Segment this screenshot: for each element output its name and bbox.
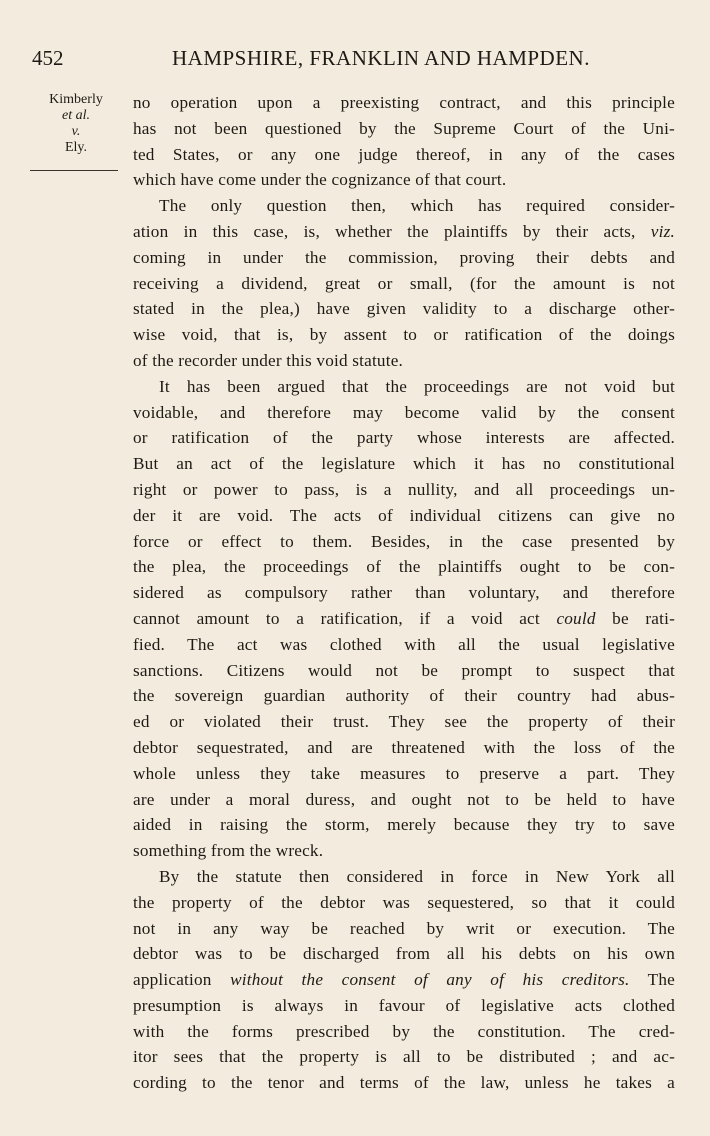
text-line: stated in the plea,) have given validity to a discharge other- (133, 299, 675, 319)
text-line: or ratification of the party whose interests are affected. (133, 428, 675, 448)
text-line: cording to the tenor and terms of the law, unless he takes a (133, 1073, 675, 1093)
text-line: itor sees that the property is all to be distributed ; and ac- (133, 1047, 675, 1067)
text-line: receiving a dividend, great or small, (for the amount is not (133, 273, 675, 293)
text-line: sidered as compulsory rather than voluntary, and therefore (133, 583, 675, 603)
text-line: ation in this case, is, whether the plaintiffs by their acts, viz. (133, 221, 675, 241)
text-line: But an act of the legislature which it has no constitutional (133, 454, 675, 474)
margin-note-line: et al. (62, 108, 90, 123)
text-line: the plea, the proceedings of the plaintiffs ought to be con- (133, 557, 675, 577)
text-line: has not been questioned by the Supreme Court of the Uni- (133, 118, 675, 138)
margin-note-line: v. (71, 124, 81, 139)
text-line: It has been argued that the proceedings are not void but (159, 376, 675, 396)
text-line: ed or violated their trust. They see the property of their (133, 712, 675, 732)
text-line: something from the wreck. (133, 841, 324, 861)
text-line: debtor sequestrated, and are threatened with the loss of the (133, 737, 675, 757)
text-line: no operation upon a preexisting contract, and this principle (133, 93, 675, 112)
text-line: coming in under the commission, proving their debts and (133, 247, 675, 267)
text-line: der it are void. The acts of individual citizens can give no (133, 505, 675, 525)
text-line: the property of the debtor was sequestered, so that it could (133, 892, 675, 912)
text-line: presumption is always in favour of legislative acts clothed (133, 995, 675, 1015)
text-line: The only question then, which has required consider- (159, 196, 675, 216)
text-line: By the statute then considered in force in New York all (159, 866, 675, 886)
text-line: the sovereign guardian authority of their country had abus- (133, 686, 675, 706)
text-line: which have come under the cognizance of that court. (133, 170, 507, 190)
running-head: HAMPSHIRE, FRANKLIN AND HAMPDEN. (172, 46, 590, 70)
margin-note-line: Ely. (64, 140, 88, 155)
body-text (133, 90, 675, 1096)
text-line: right or power to pass, is a nullity, and all proceedings un- (133, 479, 675, 499)
text-line: not in any way be reached by writ or execution. The (133, 918, 675, 938)
text-line: wise void, that is, by assent to or ratification of the doings (133, 325, 675, 345)
margin-rule (30, 170, 118, 171)
text-line: fied. The act was clothed with all the usual legislative (133, 634, 675, 654)
margin-note (34, 92, 118, 156)
text-line: application without the consent of any of his creditors. The (133, 970, 675, 990)
text-line: force or effect to them. Besides, in the case presented by (133, 531, 675, 551)
text-line: are under a moral duress, and ought not to be held to have (133, 789, 675, 809)
text-line: of the recorder under this void statute. (133, 350, 404, 370)
text-line: aided in raising the storm, merely because they try to save (133, 815, 675, 835)
page-number: 452 (32, 46, 64, 70)
text-line: with the forms prescribed by the constitution. The cred- (133, 1021, 675, 1041)
text-line: voidable, and therefore may become valid by the consent (133, 402, 675, 422)
text-line: cannot amount to a ratification, if a void act could be rati- (133, 608, 675, 628)
margin-note-line: Kimberly (49, 92, 103, 107)
text-line: sanctions. Citizens would not be prompt to suspect that (133, 660, 675, 680)
text-line: debtor was to be discharged from all his debts on his own (133, 944, 675, 964)
text-line: ted States, or any one judge thereof, in any of the cases (133, 144, 675, 164)
text-line: whole unless they take measures to preserve a part. They (133, 763, 675, 783)
